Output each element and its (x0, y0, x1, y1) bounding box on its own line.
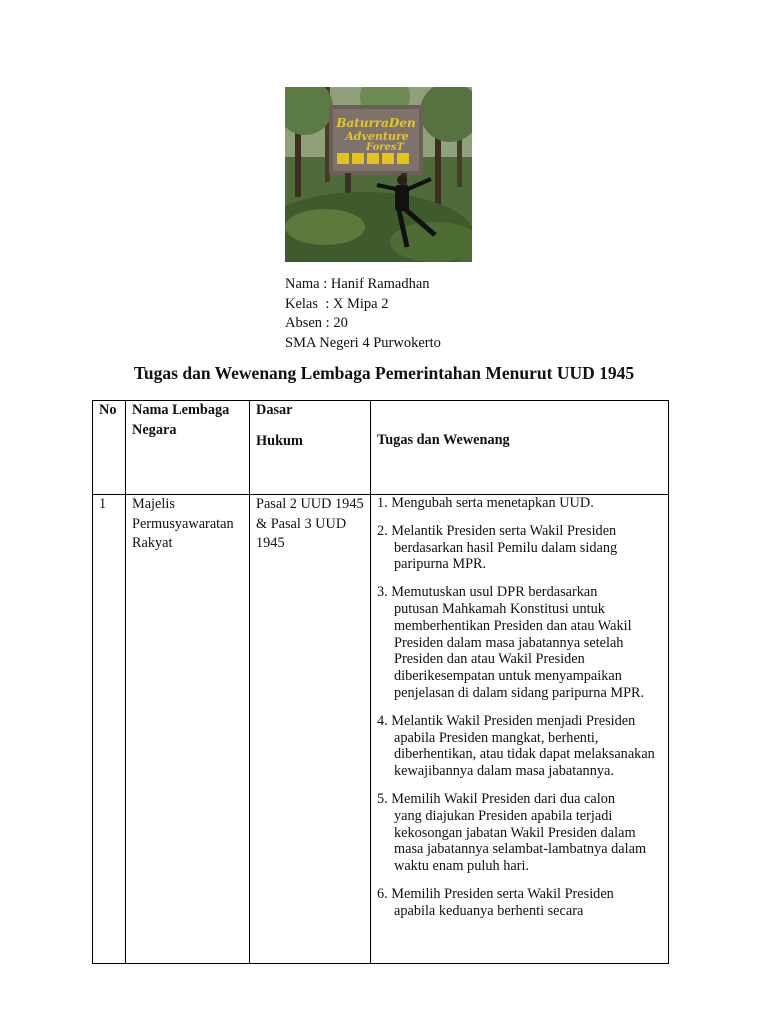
profile-photo (285, 87, 472, 262)
tugas-item-first: 6. Memilih Presiden serta Wakil Presiden (377, 885, 614, 902)
document-title: Tugas dan Wewenang Lembaga Pemerintahan Menurut UUD 1945 (133, 363, 635, 383)
tugas-item-first: 1. Mengubah serta menetapkan UUD. (377, 495, 594, 511)
tugas-item-first: 3. Memutuskan usul DPR berdasarkan (377, 584, 598, 601)
student-info (285, 275, 441, 353)
tugas-table (92, 400, 669, 964)
tugas-item-rest: yang diajukan Presiden apabila terjadi kekosongan jabatan Wakil Presiden dalam masa jabatannya selambat-lambatnya dalam waktu enam puluh hari. (394, 807, 647, 875)
tugas-item-rest: apabila keduanya berhenti secara (394, 902, 584, 919)
svg-text:ForesT: ForesT (366, 142, 404, 153)
student-class: Kelas : X Mipa 2 (285, 295, 389, 312)
tugas-item-first: 5. Memilih Wakil Presiden dari dua calon (377, 790, 616, 807)
table-header-row (93, 401, 669, 495)
row-tugas-wewenang (371, 495, 669, 964)
header-nama-lembaga: Nama Lembaga Negara (126, 401, 250, 495)
tugas-item-first: 2. Melantik Presiden serta Wakil Presiden (377, 522, 617, 539)
list-item (377, 584, 662, 702)
tugas-item-rest: apabila Presiden mangkat, berhenti, diberhentikan, atau tidak dapat melaksanakan kewajibannya dalam masa jabatannya. (394, 729, 655, 780)
tugas-item-first: 4. Melantik Wakil Presiden menjadi Presiden (377, 712, 636, 729)
tugas-item-rest: putusan Mahkamah Konstitusi untuk memberhentikan Presiden dan atau Wakil Presiden dalam masa jabatannya setelah Presiden dan atau Wakil Presiden diberikesempatan untuk menyampaikan penjelasan di dalam sidang paripurna MPR. (394, 600, 645, 701)
row-dasar-hukum: Pasal 2 UUD 1945 & Pasal 3 UUD 1945 (250, 495, 371, 964)
sign-icons (337, 153, 409, 164)
list-item (377, 523, 662, 573)
tugas-item-rest: berdasarkan hasil Pemilu dalam sidang paripurna MPR. (394, 539, 618, 573)
header-dasar-line1: Dasar (256, 402, 293, 418)
student-name: Nama : Hanif Ramadhan (285, 276, 430, 292)
svg-text:Adventure: Adventure (345, 130, 409, 143)
header-tugas-wewenang: Tugas dan Wewenang (371, 401, 669, 495)
row-no: 1 (93, 495, 126, 964)
header-no: No (93, 401, 126, 495)
header-dasar-line2: Hukum (256, 432, 303, 449)
student-absen: Absen : 20 (285, 315, 348, 331)
photo-sign-text: BaturraDen (336, 116, 416, 130)
list-item (377, 886, 662, 920)
list-item (377, 495, 662, 512)
header-dasar-hukum (250, 401, 371, 495)
list-item (377, 791, 662, 875)
row-nama-lembaga: Majelis Permusyawaratan Rakyat (126, 495, 250, 964)
student-school: SMA Negeri 4 Purwokerto (285, 334, 441, 351)
tugas-list (377, 495, 662, 920)
table-row (93, 495, 669, 964)
list-item (377, 713, 662, 780)
